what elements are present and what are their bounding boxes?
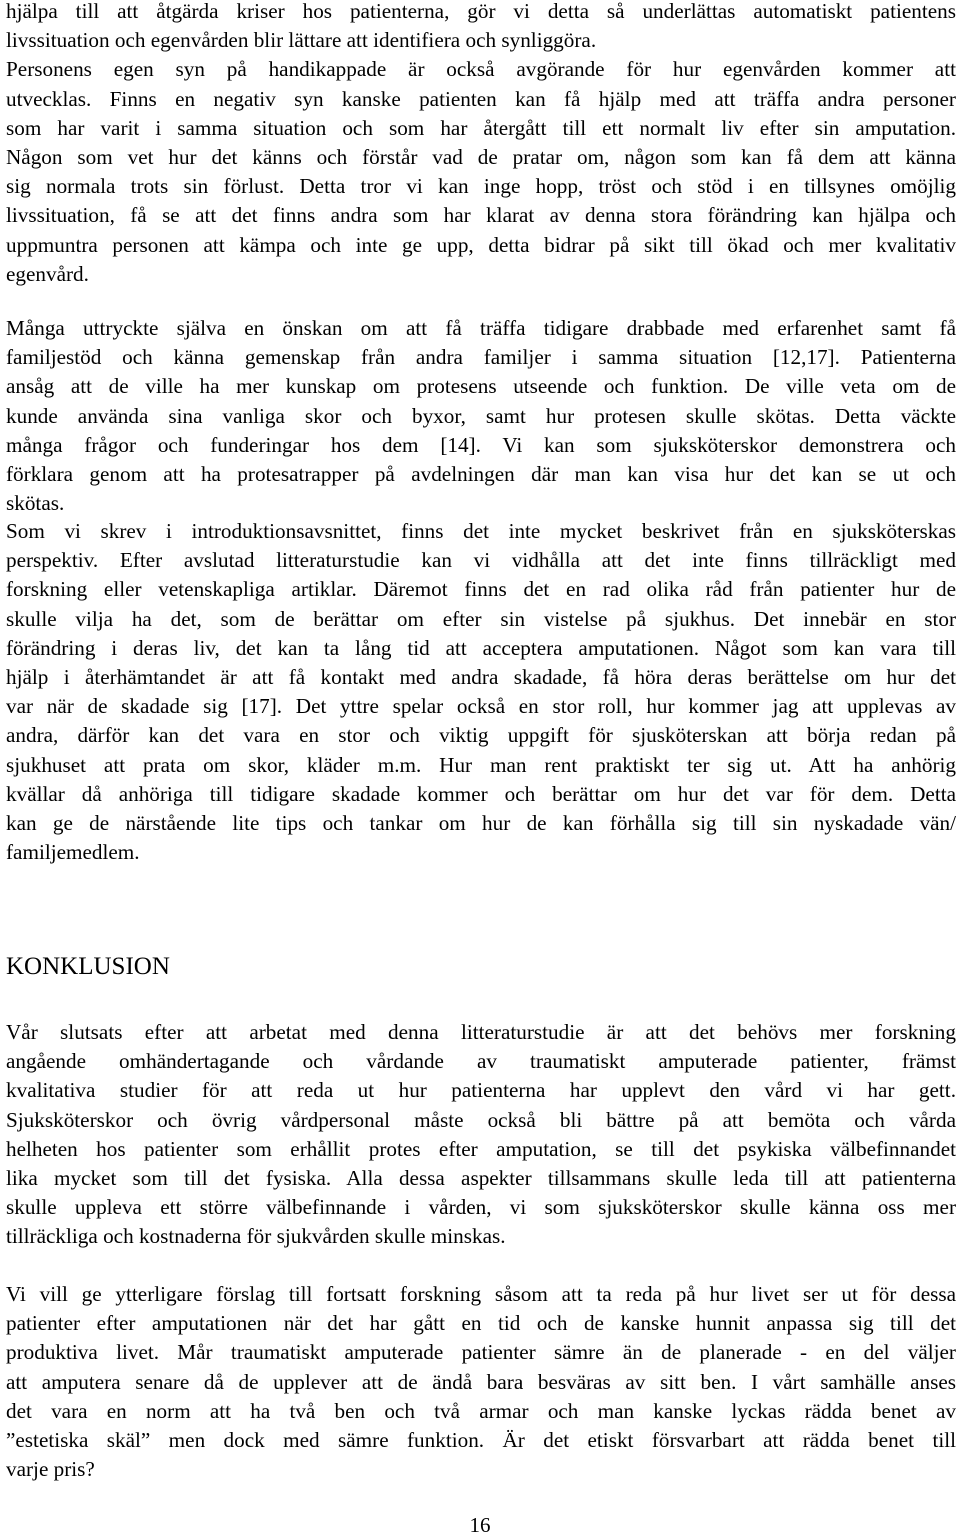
text-line: att amputera senare då de upplever att de ändå bara besväras av sitt ben. I vårt samhälle anses: [6, 1369, 956, 1394]
paragraph-perspektiv: [6, 517, 956, 867]
text-line: produktiva livet. Mår traumatiskt amputerade patienter sämre än de planerade - en del väljer: [6, 1340, 956, 1365]
text-line: andra, därför kan det vara en stor och viktig uppgift för sjusköterskan att börja redan på: [6, 723, 956, 748]
text-line: familjestöd och känna gemenskap från andra familjer i samma situation [12,17]. Patienterna: [6, 345, 956, 370]
text-line: Många uttryckte själva en önskan om att få träffa tidigare drabbade med erfarenhet samt få: [6, 316, 956, 340]
text-line: ansåg att de ville ha mer kunskap om protesens utseende och funktion. De ville veta om de: [6, 374, 956, 399]
text-line: förklara genom att ha protesatrapper på avdelningen där man kan visa hur det kan se ut och: [6, 461, 956, 486]
text-line: uppmuntra personen att kämpa och inte ge upp, detta bidrar på sikt till ökad och mer kvalitativ: [6, 232, 956, 257]
text-line: skulle uppleva ett större välbefinnande i vården, vi som sjuksköterskor skulle känna oss mer: [6, 1195, 956, 1220]
text-line: helheten hos patienter som erhållit protes efter amputation, se till det psykiska välbefinnandet: [6, 1136, 956, 1161]
text-line: livssituation och egenvården blir lättare att identifiera och synliggöra.: [6, 28, 597, 53]
text-line: varje pris?: [6, 1457, 95, 1482]
text-line: Vår slutsats efter att arbetat med denna litteraturstudie är att det behövs mer forskning: [6, 1020, 956, 1044]
text-line: Vi vill ge ytterligare förslag till fortsatt forskning såsom att ta reda på hur livet ser ut för dessa: [6, 1282, 956, 1306]
text-line: egenvård.: [6, 261, 89, 286]
text-line: patienter efter amputationen när det har gått en tid och de kanske hunnit anpassa sig till det: [6, 1311, 956, 1336]
text-line: tillräckliga och kostnaderna för sjukvården skulle minskas.: [6, 1224, 506, 1249]
text-line: var när de skadade sig [17]. Det yttre spelar också en stor roll, hur kommer jag att upplevas av: [6, 694, 956, 719]
text-line: kvalitativa studier för att reda ut hur patienterna har upplevt den vård vi har gett.: [6, 1078, 956, 1103]
text-line: Personens egen syn på handikappade är också avgörande för hur egenvården kommer att: [6, 57, 956, 82]
text-line: kunde använda sina vanliga skor och byxor, samt hur protesen skulle skötas. Detta väckte: [6, 403, 956, 428]
text-line: utvecklas. Finns en negativ syn kanske patienten kan få hjälp med att träffa andra personer: [6, 86, 956, 111]
paragraph-slutsats: [6, 1018, 956, 1252]
text-line: kan ge de närstående lite tips och tankar om hur de kan förhålla sig till sin nyskadade vän/: [6, 810, 956, 835]
text-line: sig normala trots sin förlust. Detta tror vi kan inge hopp, tröst och stöd i en tillsynes omöjlig: [6, 174, 956, 199]
text-line: förändring i deras liv, det kan ta lång tid att acceptera amputationen. Något som kan vara till: [6, 635, 956, 660]
text-line: angående omhändertagande och vårdande av traumatiskt amputerade patienter, främst: [6, 1049, 956, 1074]
text-line: perspektiv. Efter avslutad litteraturstudie kan vi vidhålla att det inte finns tillräckligt med: [6, 548, 956, 573]
paragraph-forslag: [6, 1280, 956, 1484]
text-line: många frågor och funderingar hos dem [14]. Vi kan som sjuksköterskor demonstrera och: [6, 432, 956, 457]
text-line: Sjuksköterskor och övrig vårdpersonal måste också bli bättre på att bemöta och vårda: [6, 1107, 956, 1132]
text-line: livssituation, få se att det finns andra som har klarat av denna stora förändring kan hjälpa och: [6, 203, 956, 228]
text-line: ”estetiska skäl” men dock med sämre funktion. Är det etiskt försvarbart att rädda benet till: [6, 1427, 956, 1452]
text-line: skötas.: [6, 491, 65, 516]
text-line: Någon som vet hur det känns och förstår vad de pratar om, någon som kan få dem att känna: [6, 144, 956, 169]
text-line: familjemedlem.: [6, 840, 140, 865]
text-line: lika mycket som till det fysiska. Alla dessa aspekter tillsammans skulle leda till att patienterna: [6, 1165, 956, 1190]
text-line: Som vi skrev i introduktionsavsnittet, finns det inte mycket beskrivet från en sjuksköterskas: [6, 519, 956, 543]
text-line: hjälp i återhämtandet är att få kontakt med andra skadade, få höra deras berättelse om hur det: [6, 664, 956, 689]
text-line: skulle vilja ha det, som de berättar om efter sin vistelse på sjukhus. Det innebär en stor: [6, 606, 956, 631]
paragraph-egenvard: [6, 0, 956, 289]
text-line: sjukhuset att prata om skor, kläder m.m. Hur man rent praktiskt ter sig ut. Att ha anhörig: [6, 752, 956, 777]
page-number: 16: [469, 1513, 491, 1537]
paragraph-familjestod: [6, 314, 956, 518]
text-line: hjälpa till att åtgärda kriser hos patienterna, gör vi detta så underlättas automatiskt patientens: [6, 0, 956, 23]
text-line: forskning eller vetenskapliga artiklar. Däremot finns det en rad olika råd från patienter hur de: [6, 577, 956, 602]
text-line: kvällar då anhöriga till tidigare skadade kommer och berättar om hur det var för dem. Detta: [6, 781, 956, 806]
text-line: som har varit i samma situation och som har återgått till ett normalt liv efter sin amputation.: [6, 115, 956, 140]
text-line: det vara en norm att ha två ben och två armar och man kanske lyckas rädda benet av: [6, 1398, 956, 1423]
section-heading: KONKLUSION: [6, 953, 170, 980]
